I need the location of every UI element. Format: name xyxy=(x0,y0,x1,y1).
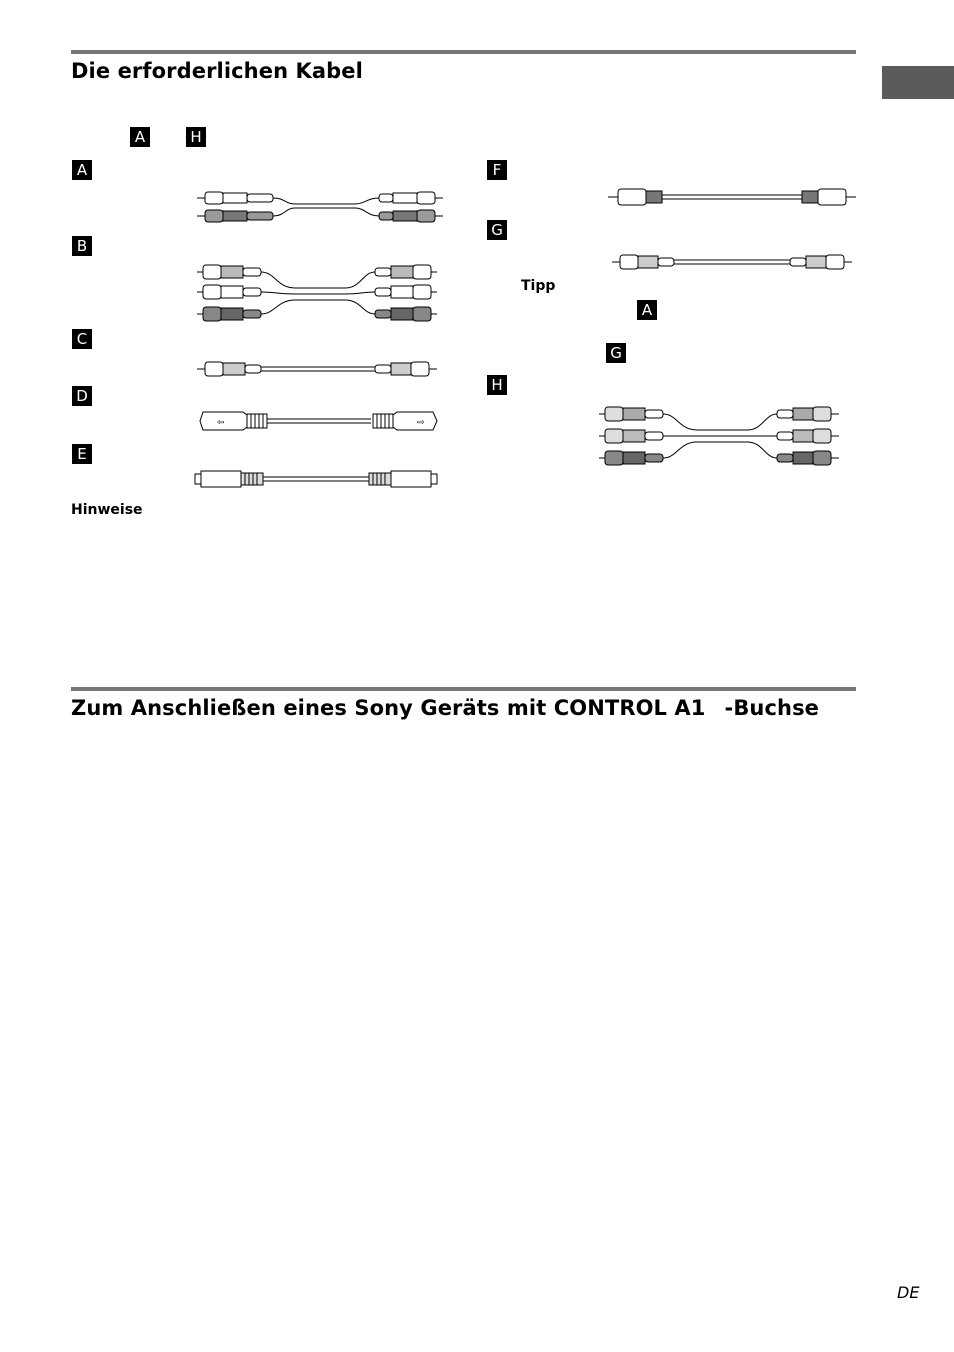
badge-cable-f: F xyxy=(487,160,507,180)
tip-label: Tipp xyxy=(521,278,556,294)
cable-b-illustration xyxy=(195,260,445,326)
svg-text:⇦: ⇦ xyxy=(217,418,225,428)
badge-cable-d: D xyxy=(72,386,92,406)
cable-e-illustration xyxy=(193,467,443,491)
badge-cable-h: H xyxy=(487,375,507,395)
tip-ref-g: G xyxy=(606,343,626,363)
cable-a-illustration xyxy=(195,188,445,228)
cable-g-illustration xyxy=(610,250,858,274)
section-title-control-a1 xyxy=(71,696,819,720)
badge-intro-to: H xyxy=(186,127,206,147)
control-title-suffix: -Buchse xyxy=(724,696,820,720)
section-rule-top xyxy=(71,50,856,54)
side-tab-marker xyxy=(882,66,954,99)
badge-cable-c: C xyxy=(72,329,92,349)
tip-ref-a: A xyxy=(637,300,657,320)
cable-f-illustration xyxy=(606,186,858,208)
badge-intro-from: A xyxy=(130,127,150,147)
cable-c-illustration xyxy=(195,358,445,380)
svg-text:⇨: ⇨ xyxy=(417,418,425,428)
cable-d-illustration xyxy=(195,408,445,434)
section-rule-control xyxy=(71,687,856,691)
badge-cable-e: E xyxy=(72,444,92,464)
control-title-main: Zum Anschließen eines Sony Geräts mit CONTROL A1 xyxy=(71,696,706,720)
notes-label: Hinweise xyxy=(71,502,143,518)
badge-cable-b: B xyxy=(72,236,92,256)
badge-cable-a: A xyxy=(72,160,92,180)
page-language-code: DE xyxy=(897,1283,920,1302)
cable-h-illustration xyxy=(597,402,845,470)
badge-cable-g: G xyxy=(487,220,507,240)
section-title-cables: Die erforderlichen Kabel xyxy=(71,59,363,83)
